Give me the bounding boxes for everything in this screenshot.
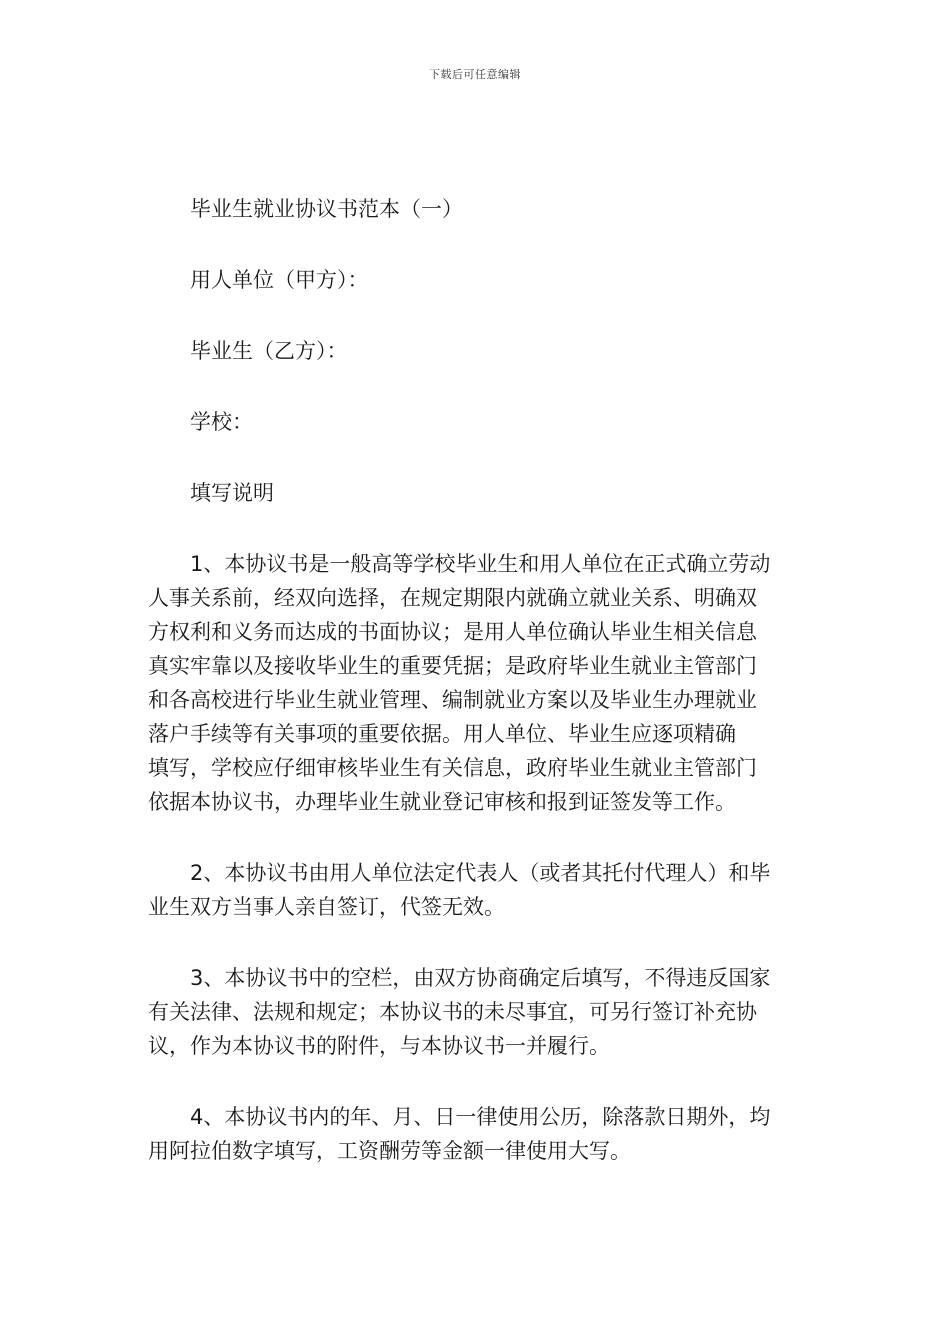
paragraph-1 bbox=[148, 547, 808, 819]
paragraph-line: 业生双方当事人亲自签订，代签无效。 bbox=[148, 895, 505, 919]
paragraph-line: 1、本协议书是一般高等学校毕业生和用人单位在正式确立劳动 bbox=[190, 552, 771, 576]
paragraph-line: 方权利和义务而达成的书面协议；是用人单位确认毕业生相关信息 bbox=[148, 620, 757, 644]
paragraph-2 bbox=[148, 856, 808, 924]
paragraph-line: 依据本协议书，办理毕业生就业登记审核和报到证签发等工作。 bbox=[148, 790, 736, 814]
paragraph-line: 用阿拉伯数字填写，工资酬劳等金额一律使用大写。 bbox=[148, 1139, 631, 1163]
paragraph-line: 填写，学校应仔细审核毕业生有关信息，政府毕业生就业主管部门 bbox=[148, 756, 757, 780]
section-heading: 填写说明 bbox=[190, 481, 274, 505]
document-body bbox=[148, 192, 808, 1205]
paragraph-line: 落户手续等有关事项的重要依据。用人单位、毕业生应逐项精确 bbox=[148, 722, 736, 746]
field-employer: 用人单位（甲方）： bbox=[190, 268, 369, 292]
paragraph-line: 议，作为本协议书的附件，与本协议书一并履行。 bbox=[148, 1034, 610, 1058]
paragraph-line: 2、本协议书由用人单位法定代表人（或者其托付代理人）和毕 bbox=[190, 861, 771, 885]
field-school: 学校： bbox=[190, 410, 253, 434]
paragraph-3 bbox=[148, 961, 808, 1063]
paragraph-4 bbox=[148, 1100, 808, 1168]
paragraph-line: 真实牢靠以及接收毕业生的重要凭据；是政府毕业生就业主管部门 bbox=[148, 654, 757, 678]
paragraph-line: 4、本协议书内的年、月、日一律使用公历，除落款日期外，均 bbox=[190, 1105, 771, 1129]
paragraph-line: 有关法律、法规和规定；本协议书的未尽事宜，可另行签订补充协 bbox=[148, 1000, 757, 1024]
document-title: 毕业生就业协议书范本（一） bbox=[190, 197, 463, 221]
paragraph-line: 人事关系前，经双向选择，在规定期限内就确立就业关系、明确双 bbox=[148, 586, 757, 610]
header-note: 下载后可任意编辑 bbox=[429, 68, 521, 81]
paragraph-line: 和各高校进行毕业生就业管理、编制就业方案以及毕业生办理就业 bbox=[148, 688, 757, 712]
field-graduate: 毕业生（乙方）： bbox=[190, 339, 348, 363]
paragraph-line: 3、本协议书中的空栏，由双方协商确定后填写，不得违反国家 bbox=[190, 966, 771, 990]
